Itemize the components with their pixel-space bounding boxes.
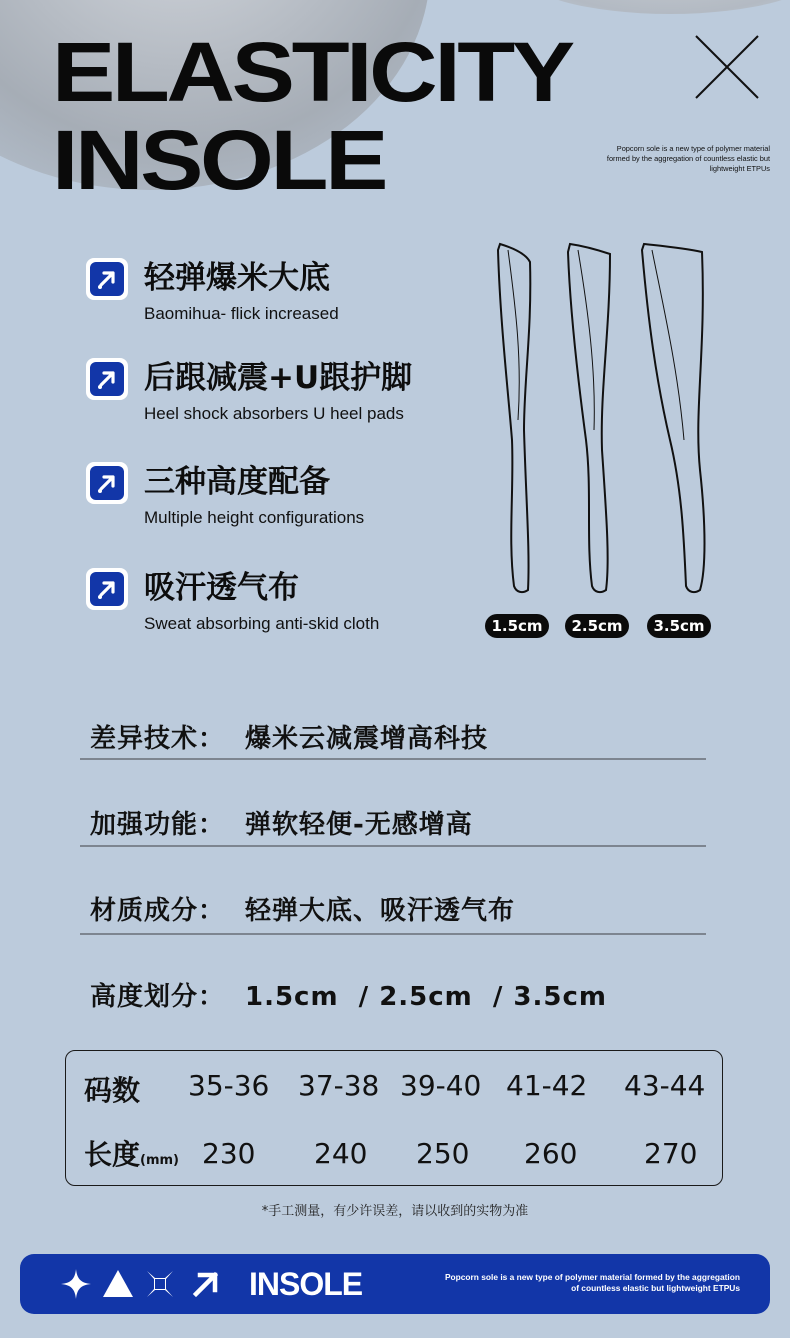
size-label: 码数 [84,1074,141,1107]
arrow-up-right-icon [86,258,128,300]
spec-value: 轻弹大底、吸汗透气布 [245,896,516,926]
star-frame-icon [144,1268,176,1300]
arrow-up-right-icon [86,358,128,400]
size-cell: 43-44 [624,1069,706,1102]
footer-wordmark: INSOLE [249,1266,363,1302]
spec-label: 材质成分： [90,896,226,926]
height-pill: 1.5cm [485,614,549,638]
spec-value: 弹软轻便-无感增高 [245,810,473,840]
divider [80,845,706,847]
length-label-text: 长度 [84,1138,141,1171]
insole-profile-2-5cm [568,244,610,592]
size-cell: 39-40 [400,1069,482,1102]
decorative-gray-blob-top [520,0,790,14]
x-mark-icon [694,34,760,100]
feature-title: 吸汗透气布 [144,570,299,606]
divider [80,933,706,935]
sparkle-icon [60,1268,92,1300]
length-cell: 230 [202,1137,256,1170]
height-pill: 2.5cm [565,614,629,638]
triangle-icon [102,1268,134,1300]
size-cell: 37-38 [298,1069,380,1102]
arrow-up-right-icon [190,1268,222,1300]
spec-row [90,718,488,755]
footer-blurb: Popcorn sole is a new type of polymer material formed by the aggregation of countless elastic but lightweight ETPUs [444,1272,740,1293]
length-label [84,1133,179,1173]
feature-subtitle: Heel shock absorbers U heel pads [144,404,404,423]
length-cell: 260 [524,1137,578,1170]
spec-row [90,804,473,841]
footer-bar [20,1254,770,1314]
measurement-note: *手工测量，有少许误差，请以收到的实物为准 [261,1204,529,1219]
feature-title: 后跟减震+U跟护脚 [144,360,413,396]
feature-title: 三种高度配备 [144,464,330,500]
spec-value: 1.5cm / 2.5cm / 3.5cm [245,982,607,1012]
insole-profile-3-5cm [642,244,705,592]
length-cell: 270 [644,1137,698,1170]
feature-subtitle: Baomihua- flick increased [144,304,339,323]
spec-label: 差异技术： [90,724,226,754]
size-cell: 41-42 [506,1069,588,1102]
length-unit: (mm) [140,1153,179,1168]
title-line-2: INSOLE [52,113,386,207]
length-cell: 250 [416,1137,470,1170]
hero-blurb: Popcorn sole is a new type of polymer material formed by the aggregation of countless elastic but lightweight ETPUs [606,144,770,173]
spec-row [90,976,607,1013]
arrow-up-right-icon [86,462,128,504]
title-line-1: ELASTICITY [52,25,572,119]
insole-profile-illustration [488,240,718,600]
spec-row [90,890,515,927]
size-cell: 35-36 [188,1069,270,1102]
spec-label: 高度划分： [90,982,226,1012]
feature-subtitle: Sweat absorbing anti-skid cloth [144,614,380,633]
feature-title: 轻弹爆米大底 [144,260,330,296]
divider [80,758,706,760]
height-pill: 3.5cm [647,614,711,638]
length-cell: 240 [314,1137,368,1170]
feature-subtitle: Multiple height configurations [144,508,365,527]
arrow-up-right-icon [86,568,128,610]
spec-value: 爆米云减震增高科技 [245,724,489,754]
size-table [65,1050,723,1186]
spec-label: 加强功能： [90,810,226,840]
